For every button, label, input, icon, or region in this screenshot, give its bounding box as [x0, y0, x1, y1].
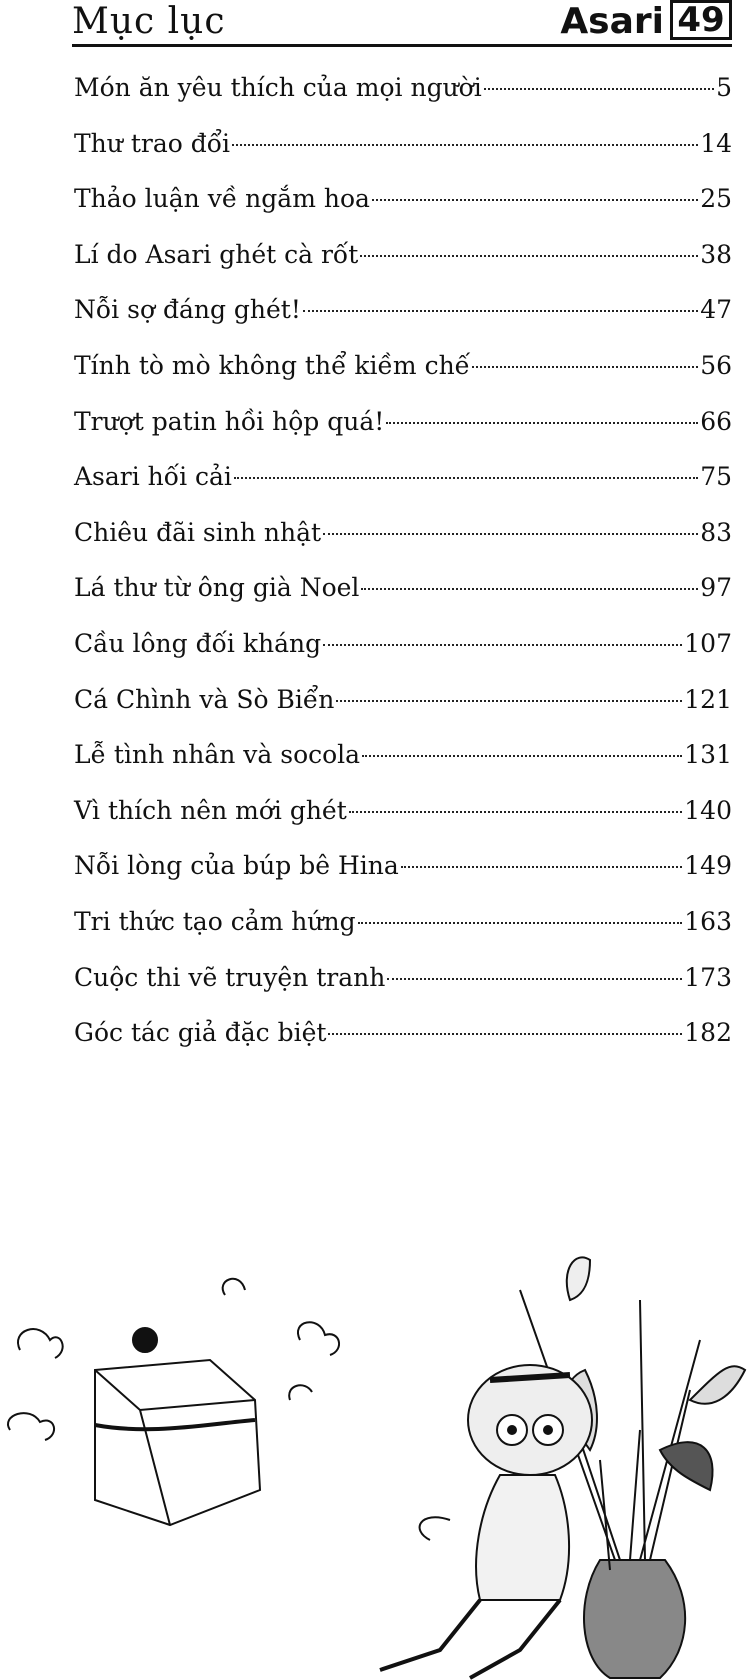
dot-leader	[323, 533, 698, 535]
toc-entry[interactable]	[74, 616, 732, 672]
dot-leader	[401, 866, 683, 868]
toc-entry-page: 47	[700, 295, 732, 325]
dot-leader	[362, 755, 682, 757]
toc-entry-title: Lá thư từ ông già Noel	[74, 573, 360, 603]
toc-entry-title: Cuộc thi vẽ truyện tranh	[74, 962, 386, 992]
toc-entry[interactable]	[74, 227, 732, 283]
toc-entry[interactable]	[74, 894, 732, 950]
toc-entry-page: 75	[700, 462, 732, 492]
illustration	[0, 1130, 749, 1680]
toc-entry-page: 131	[684, 740, 732, 770]
volume-number: 49	[670, 0, 732, 40]
table-of-contents	[74, 60, 732, 1061]
toc-entry-title: Thảo luận về ngắm hoa	[74, 184, 370, 214]
dot-leader	[358, 922, 683, 924]
series-title: Asari	[560, 1, 664, 42]
dot-leader	[349, 811, 683, 813]
dot-leader	[484, 88, 714, 90]
toc-entry-title: Cầu lông đối kháng	[74, 628, 322, 658]
toc-entry[interactable]	[74, 727, 732, 783]
toc-entry-title: Nỗi sợ đáng ghét!	[74, 295, 301, 325]
toc-entry-page: 14	[700, 128, 732, 158]
toc-entry[interactable]	[74, 783, 732, 839]
dot-leader	[361, 588, 698, 590]
toc-entry-title: Vì thích nên mới ghét	[74, 795, 347, 825]
toc-entry[interactable]	[74, 171, 732, 227]
toc-entry[interactable]	[74, 1005, 732, 1061]
toc-entry-page: 38	[700, 239, 732, 269]
toc-entry[interactable]	[74, 672, 732, 728]
toc-entry-title: Tri thức tạo cảm hứng	[74, 906, 356, 936]
toc-entry[interactable]	[74, 838, 732, 894]
girl-character-icon	[380, 1365, 592, 1678]
toc-entry-title: Lễ tình nhân và socola	[74, 740, 361, 770]
dot-leader	[386, 422, 698, 424]
toc-entry-title: Cá Chình và Sò Biển	[74, 684, 335, 714]
toc-entry[interactable]	[74, 560, 732, 616]
dot-leader	[303, 310, 698, 312]
toc-entry-page: 66	[700, 406, 732, 436]
toc-entry-page: 107	[684, 628, 732, 658]
toc-entry-title: Asari hối cải	[74, 462, 232, 492]
toc-entry[interactable]	[74, 116, 732, 172]
toc-entry-page: 97	[700, 573, 732, 603]
toc-entry-title: Nỗi lòng của búp bê Hina	[74, 851, 399, 881]
dot-leader	[472, 366, 698, 368]
dot-leader	[360, 255, 698, 257]
toc-entry-page: 149	[684, 851, 732, 881]
toc-entry-title: Chiêu đãi sinh nhật	[74, 517, 322, 547]
toc-entry-page: 163	[684, 906, 732, 936]
toc-entry-title: Món ăn yêu thích của mọi người	[74, 73, 482, 102]
toc-entry-page: 56	[700, 350, 732, 380]
toc-entry-page: 25	[700, 184, 732, 214]
toc-entry[interactable]	[74, 950, 732, 1006]
toc-entry[interactable]	[74, 338, 732, 394]
dot-leader	[234, 477, 698, 479]
page-header	[72, 0, 732, 48]
page-title: Mục lục	[72, 1, 226, 42]
toc-entry[interactable]	[74, 505, 732, 561]
toc-entry-title: Tính tò mò không thể kiềm chế	[74, 350, 471, 380]
toc-entry-page: 5	[716, 73, 732, 102]
toc-entry-page: 173	[684, 962, 732, 992]
dot-leader	[328, 1033, 682, 1035]
toc-entry-title: Lí do Asari ghét cà rốt	[74, 239, 359, 269]
toc-entry-title: Trượt patin hồi hộp quá!	[74, 406, 385, 436]
dot-leader	[387, 978, 682, 980]
toc-entry-page: 121	[684, 684, 732, 714]
toc-entry-title: Thư trao đổi	[74, 128, 231, 158]
toc-entry[interactable]	[74, 394, 732, 450]
dot-leader	[372, 199, 698, 201]
toc-entry[interactable]	[74, 449, 732, 505]
toc-entry[interactable]	[74, 60, 732, 116]
header-divider	[72, 44, 732, 47]
toc-entry[interactable]	[74, 282, 732, 338]
moving-box-icon	[95, 1328, 260, 1525]
dot-leader	[323, 644, 682, 646]
toc-entry-title: Góc tác giả đặc biệt	[74, 1018, 327, 1048]
toc-entry-page: 182	[684, 1018, 732, 1048]
toc-entry-page: 83	[700, 517, 732, 547]
toc-entry-page: 140	[684, 795, 732, 825]
dot-leader	[232, 144, 698, 146]
dot-leader	[336, 700, 682, 702]
